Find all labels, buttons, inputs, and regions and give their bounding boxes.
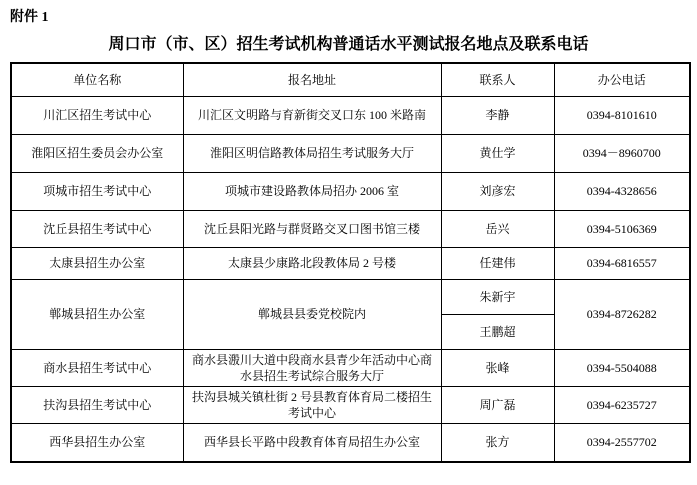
header-contact: 联系人 — [441, 63, 554, 96]
registration-table — [10, 62, 691, 463]
header-unit: 单位名称 — [11, 63, 183, 96]
phone-cell: 0394-2557702 — [554, 423, 690, 462]
phone-cell: 0394-5504088 — [554, 349, 690, 386]
table-row — [11, 279, 690, 314]
address-cell: 商水县溵川大道中段商水县青少年活动中心商水县招生考试综合服务大厅 — [183, 349, 441, 386]
address-cell: 沈丘县阳光路与群贤路交叉口图书馆三楼 — [183, 210, 441, 247]
contact-cell: 黄仕学 — [441, 134, 554, 172]
contact-cell: 王鹏超 — [441, 314, 554, 349]
table-row — [11, 423, 690, 462]
attachment-label: 附件 1 — [10, 10, 49, 25]
unit-cell: 项城市招生考试中心 — [11, 172, 183, 210]
table-row — [11, 349, 690, 386]
contact-cell: 岳兴 — [441, 210, 554, 247]
contact-cell: 刘彦宏 — [441, 172, 554, 210]
table-row — [11, 172, 690, 210]
phone-cell: 0394－8960700 — [554, 134, 690, 172]
page-title: 周口市（市、区）招生考试机构普通话水平测试报名地点及联系电话 — [108, 36, 589, 53]
unit-cell: 西华县招生办公室 — [11, 423, 183, 462]
phone-cell: 0394-4328656 — [554, 172, 690, 210]
phone-cell: 0394-8101610 — [554, 96, 690, 134]
unit-cell: 郸城县招生办公室 — [11, 279, 183, 349]
unit-cell: 扶沟县招生考试中心 — [11, 386, 183, 423]
address-cell: 郸城县县委党校院内 — [183, 279, 441, 349]
table-row — [11, 210, 690, 247]
phone-cell: 0394-6235727 — [554, 386, 690, 423]
address-cell: 太康县少康路北段教体局 2 号楼 — [183, 247, 441, 279]
table-row — [11, 134, 690, 172]
contact-cell: 张方 — [441, 423, 554, 462]
address-cell: 项城市建设路教体局招办 2006 室 — [183, 172, 441, 210]
address-cell: 西华县长平路中段教育体育局招生办公室 — [183, 423, 441, 462]
address-cell: 扶沟县城关镇杜街 2 号县教育体育局二楼招生考试中心 — [183, 386, 441, 423]
phone-cell: 0394-6816557 — [554, 247, 690, 279]
header-address: 报名地址 — [183, 63, 441, 96]
unit-cell: 淮阳区招生委员会办公室 — [11, 134, 183, 172]
header-phone: 办公电话 — [554, 63, 690, 96]
unit-cell: 川汇区招生考试中心 — [11, 96, 183, 134]
contact-cell: 李静 — [441, 96, 554, 134]
table-row — [11, 96, 690, 134]
table-row — [11, 247, 690, 279]
table-row — [11, 386, 690, 423]
unit-cell: 商水县招生考试中心 — [11, 349, 183, 386]
unit-cell: 太康县招生办公室 — [11, 247, 183, 279]
contact-cell: 张峰 — [441, 349, 554, 386]
address-cell: 川汇区文明路与育新街交叉口东 100 米路南 — [183, 96, 441, 134]
contact-cell: 任建伟 — [441, 247, 554, 279]
contact-cell: 周广磊 — [441, 386, 554, 423]
header-row — [11, 63, 690, 96]
phone-cell: 0394-8726282 — [554, 279, 690, 349]
phone-cell: 0394-5106369 — [554, 210, 690, 247]
unit-cell: 沈丘县招生考试中心 — [11, 210, 183, 247]
address-cell: 淮阳区明信路教体局招生考试服务大厅 — [183, 134, 441, 172]
contact-cell: 朱新宇 — [441, 279, 554, 314]
